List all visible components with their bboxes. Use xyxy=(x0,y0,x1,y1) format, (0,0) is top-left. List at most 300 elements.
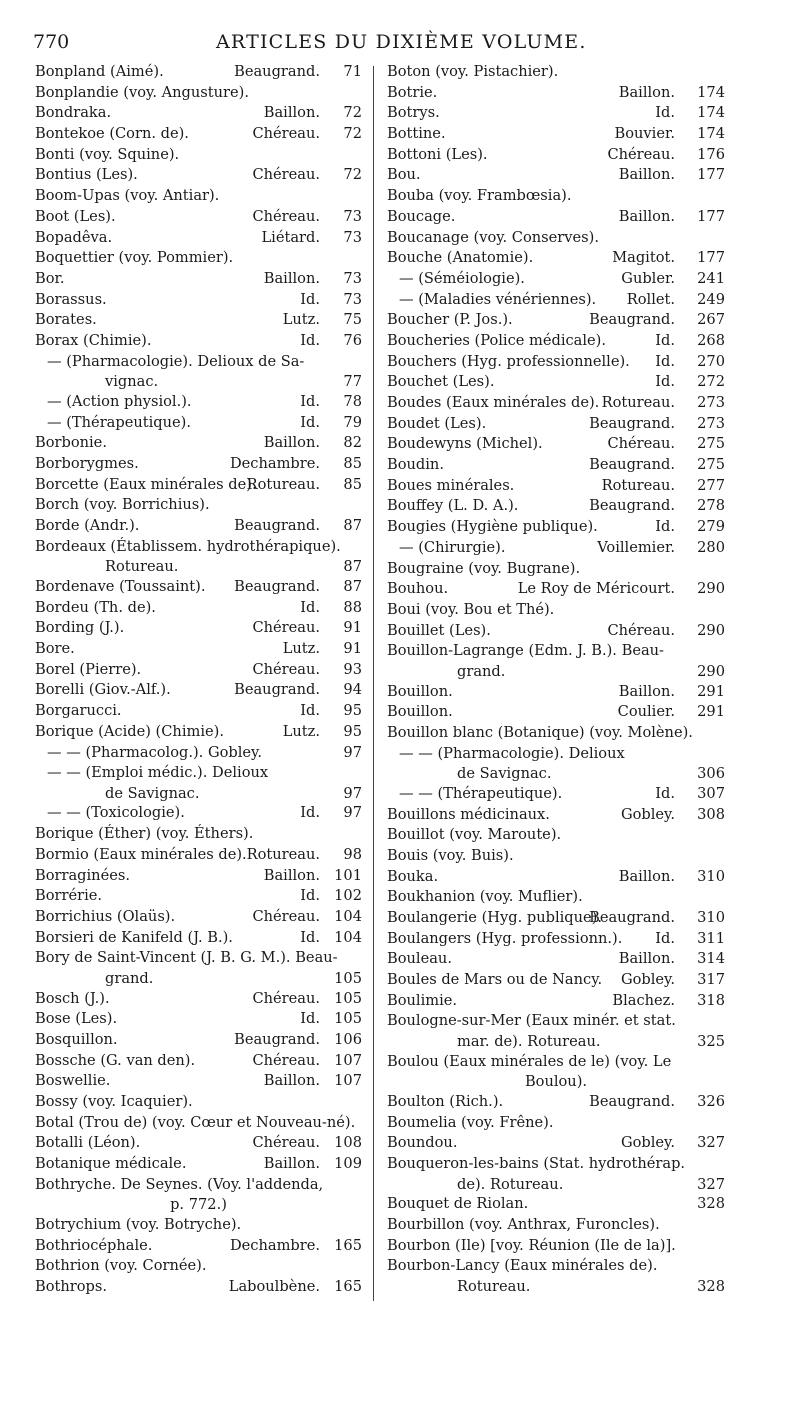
entry-page-number: 75 xyxy=(343,311,362,329)
entry-page-number: 72 xyxy=(343,104,362,122)
entry-page-number: 270 xyxy=(697,352,725,370)
entry-author: Baillon. xyxy=(263,104,320,122)
index-entry xyxy=(387,908,725,929)
entry-name: Botanique médicale. xyxy=(35,1155,187,1173)
index-entry xyxy=(387,764,725,784)
entry-author: Id. xyxy=(300,804,320,822)
index-entry xyxy=(387,1052,725,1073)
entry-name: Bormio (Eaux minérales de). xyxy=(35,845,247,863)
entry-author: Chéreau. xyxy=(252,1134,320,1152)
entry-name: Bording (J.). xyxy=(35,619,125,637)
index-entry xyxy=(35,186,362,207)
entry-name: Bouba (voy. Frambœsia). xyxy=(387,187,572,205)
index-entry xyxy=(35,372,362,392)
entry-page-number: 77 xyxy=(343,373,362,391)
entry-name: — (Action physiol.). xyxy=(47,392,192,410)
entry-page-number: 87 xyxy=(343,578,362,595)
entry-name: — (Chirurgie). xyxy=(399,538,506,556)
entry-page-number: 272 xyxy=(697,373,725,391)
entry-name: Borique (Éther) (voy. Éthers). xyxy=(35,825,254,843)
entry-name: Boudin. xyxy=(387,456,444,474)
index-entry xyxy=(387,207,725,228)
index-entry xyxy=(387,1011,725,1032)
entry-name: de). Rotureau. xyxy=(457,1175,564,1193)
index-entry xyxy=(35,269,362,290)
entry-page-number: 177 xyxy=(697,249,725,267)
entry-page-number: 307 xyxy=(697,784,725,802)
entry-name: Bottoni (Les). xyxy=(387,145,488,163)
entry-page-number: 290 xyxy=(697,580,725,598)
entry-author: Baillon. xyxy=(618,83,675,101)
index-entry xyxy=(35,948,362,969)
index-entry xyxy=(387,1256,725,1277)
entry-name: Borgarucci. xyxy=(35,702,122,720)
entry-name: Botrys. xyxy=(387,104,440,122)
index-entry xyxy=(35,907,362,928)
index-entry xyxy=(387,1154,725,1175)
entry-name: Bontekoe (Corn. de). xyxy=(35,125,189,143)
entry-name: Bourbillon (voy. Anthrax, Furoncles). xyxy=(387,1216,660,1234)
entry-name: — — (Pharmacologie). Delioux xyxy=(399,744,625,762)
entry-name: Bonti (voy. Squine). xyxy=(35,145,180,163)
index-entry xyxy=(387,846,725,867)
entry-name: Bothryche. De Seynes. (Voy. l'addenda, xyxy=(35,1175,324,1193)
entry-author: Id. xyxy=(655,784,675,802)
entry-author: Liétard. xyxy=(261,228,320,246)
index-entry xyxy=(35,145,362,166)
index-entry xyxy=(35,1215,362,1236)
entry-author: Chéreau. xyxy=(252,125,320,143)
index-entry xyxy=(387,744,725,765)
index-entry xyxy=(35,1092,362,1113)
entry-name: Bouffey (L. D. A.). xyxy=(387,497,519,515)
entry-name: Boquettier (voy. Pommier). xyxy=(35,249,234,267)
entry-page-number: 327 xyxy=(697,1175,725,1193)
entry-page-number: 87 xyxy=(343,517,362,535)
entry-author: Beaugrand. xyxy=(589,909,675,926)
entry-author: Baillon. xyxy=(263,269,320,287)
entry-author: Baillon. xyxy=(618,950,675,968)
entry-page-number: 108 xyxy=(334,1134,362,1152)
left-column xyxy=(35,62,362,1298)
entry-page-number: 306 xyxy=(697,765,725,783)
entry-name: Boucheries (Police médicale). xyxy=(387,331,607,349)
entry-name: Boom-Upas (voy. Antiar). xyxy=(35,187,220,205)
index-entry xyxy=(35,1009,362,1030)
entry-name: Boui (voy. Bou et Thé). xyxy=(387,600,555,618)
entry-author: Chéreau. xyxy=(252,207,320,225)
entry-author: Baillon. xyxy=(618,682,675,700)
index-entry xyxy=(35,886,362,907)
entry-author: Id. xyxy=(655,518,675,536)
entry-name: Borrichius (Olaüs). xyxy=(35,907,176,925)
entry-author: Le Roy de Méricourt. xyxy=(517,580,675,598)
index-entry xyxy=(35,577,362,598)
entry-author: Chéreau. xyxy=(607,621,675,639)
index-entry xyxy=(387,621,725,642)
entry-name: Bonpland (Aimé). xyxy=(35,63,164,80)
index-entry xyxy=(35,454,362,475)
entry-name: p. 772.) xyxy=(170,1196,227,1214)
entry-page-number: 79 xyxy=(343,413,362,431)
index-entry xyxy=(35,1154,362,1175)
entry-name: Bothriocéphale. xyxy=(35,1236,153,1254)
entry-name: Bouka. xyxy=(387,867,439,885)
index-entry xyxy=(35,207,362,228)
entry-name: Bouchet (Les). xyxy=(387,373,495,391)
entry-author: Id. xyxy=(300,928,320,946)
index-entry xyxy=(387,538,725,559)
entry-name: Botrychium (voy. Botryche). xyxy=(35,1216,242,1234)
right-column xyxy=(387,62,725,1297)
entry-name: Bouis (voy. Buis). xyxy=(387,846,514,864)
entry-author: Id. xyxy=(300,392,320,410)
index-entry xyxy=(387,124,725,145)
entry-name: Bouillot (voy. Maroute). xyxy=(387,826,562,844)
entry-page-number: 267 xyxy=(697,311,725,329)
entry-author: Chéreau. xyxy=(607,145,675,163)
entry-name: Bordeaux (Établissem. hydrothérapique). xyxy=(35,537,341,555)
index-entry xyxy=(35,537,362,558)
index-entry xyxy=(35,866,362,887)
entry-author: Chéreau. xyxy=(607,435,675,453)
entry-author: Lutz. xyxy=(282,640,320,658)
entry-name: de Savignac. xyxy=(105,784,200,802)
entry-page-number: 291 xyxy=(697,703,725,721)
entry-author: Beaugrand. xyxy=(234,681,320,699)
index-entry xyxy=(387,310,725,331)
entry-author: Id. xyxy=(300,598,320,616)
entry-author: Baillon. xyxy=(263,866,320,884)
index-entry xyxy=(387,579,725,600)
entry-name: Bouillon blanc (Botanique) (voy. Molène). xyxy=(387,723,693,741)
index-entry xyxy=(387,103,725,124)
entry-page-number: 278 xyxy=(697,497,725,515)
index-entry xyxy=(387,248,725,269)
entry-name: Boulou (Eaux minérales de le) (voy. Le xyxy=(387,1052,672,1070)
entry-name: Bouleau. xyxy=(387,950,452,968)
entry-author: Id. xyxy=(655,104,675,122)
entry-author: Baillon. xyxy=(618,166,675,184)
entry-name: vignac. xyxy=(105,373,159,391)
entry-page-number: 241 xyxy=(697,269,725,287)
entry-page-number: 327 xyxy=(697,1134,725,1152)
entry-page-number: 82 xyxy=(343,434,362,452)
index-entry xyxy=(35,352,362,373)
entry-name: Boukhanion (voy. Muflier). xyxy=(387,888,583,906)
entry-author: Beaugrand. xyxy=(589,456,675,474)
entry-name: Boton (voy. Pistachier). xyxy=(387,63,559,80)
entry-page-number: 109 xyxy=(334,1155,362,1173)
index-entry xyxy=(35,228,362,249)
index-entry xyxy=(387,1236,725,1257)
entry-name: Bore. xyxy=(35,640,75,658)
entry-name: Boudewyns (Michel). xyxy=(387,435,543,453)
entry-page-number: 325 xyxy=(697,1033,725,1051)
entry-page-number: 176 xyxy=(697,145,725,163)
entry-author: Id. xyxy=(655,373,675,391)
entry-name: Borique (Acide) (Chimie). xyxy=(35,722,224,740)
entry-name: — (Pharmacologie). Delioux de Sa- xyxy=(47,352,305,370)
entry-name: Borax (Chimie). xyxy=(35,331,152,349)
index-entry xyxy=(35,413,362,434)
entry-author: Gobley. xyxy=(620,1134,675,1152)
entry-author: Id. xyxy=(300,887,320,905)
index-entry xyxy=(387,600,725,621)
index-entry xyxy=(387,682,725,703)
entry-name: — (Thérapeutique). xyxy=(47,413,191,431)
entry-author: Rotureau. xyxy=(246,475,320,493)
entry-name: Bouchers (Hyg. professionnelle). xyxy=(387,352,630,370)
index-entry xyxy=(35,803,362,824)
entry-page-number: 280 xyxy=(697,538,725,556)
entry-name: Bosch (J.). xyxy=(35,989,110,1007)
index-entry xyxy=(387,517,725,538)
entry-name: Botal (Trou de) (voy. Cœur et Nouveau-né). xyxy=(35,1113,356,1131)
entry-author: Chéreau. xyxy=(252,660,320,678)
entry-author: Baillon. xyxy=(618,867,675,885)
entry-name: Bou. xyxy=(387,166,421,184)
entry-author: Chéreau. xyxy=(252,166,320,184)
entry-page-number: 88 xyxy=(343,598,362,616)
entry-page-number: 91 xyxy=(343,640,362,658)
entry-name: Bordeu (Th. de). xyxy=(35,598,156,616)
entry-page-number: 273 xyxy=(697,394,725,411)
entry-name: Bopadêva. xyxy=(35,228,113,246)
index-entry xyxy=(35,1236,362,1257)
entry-name: Bouillon-Lagrange (Edm. J. B.). Beau- xyxy=(387,642,664,660)
index-entry xyxy=(387,559,725,580)
index-entry xyxy=(35,103,362,124)
entry-author: Gobley. xyxy=(620,805,675,823)
entry-name: Borrérie. xyxy=(35,887,103,905)
entry-page-number: 78 xyxy=(343,392,362,410)
entry-name: Rotureau. xyxy=(457,1278,531,1296)
entry-author: Id. xyxy=(655,331,675,349)
entry-name: Bouqueron-les-bains (Stat. hydrothérap. xyxy=(387,1155,686,1173)
entry-author: Beaugrand. xyxy=(234,63,320,80)
index-entry xyxy=(387,805,725,826)
entry-page-number: 314 xyxy=(697,950,725,968)
entry-page-number: 105 xyxy=(334,969,362,987)
entry-name: Rotureau. xyxy=(105,558,179,576)
entry-name: Bouillon. xyxy=(387,703,453,721)
index-entry xyxy=(35,928,362,949)
entry-author: Lutz. xyxy=(282,311,320,329)
index-entry xyxy=(35,557,362,577)
entry-name: Borch (voy. Borrichius). xyxy=(35,496,210,514)
index-entry xyxy=(35,1051,362,1072)
index-entry xyxy=(387,723,725,744)
entry-name: Bottine. xyxy=(387,125,446,143)
index-entry xyxy=(387,662,725,682)
entry-author: Magitot. xyxy=(612,249,675,267)
index-entry xyxy=(387,269,725,290)
entry-name: de Savignac. xyxy=(457,765,552,783)
entry-author: Id. xyxy=(300,702,320,720)
index-entry xyxy=(387,228,725,249)
index-entry xyxy=(387,352,725,373)
entry-author: Beaugrand. xyxy=(589,311,675,329)
entry-name: Borcette (Eaux minérales de). xyxy=(35,475,257,493)
entry-page-number: 97 xyxy=(343,743,362,761)
entry-page-number: 310 xyxy=(697,909,725,926)
entry-page-number: 104 xyxy=(334,907,362,925)
entry-page-number: 105 xyxy=(334,989,362,1007)
index-entry xyxy=(387,393,725,414)
index-entry xyxy=(35,310,362,331)
index-entry xyxy=(387,165,725,186)
entry-page-number: 177 xyxy=(697,207,725,225)
index-entry xyxy=(35,701,362,722)
entry-name: Boulangers (Hyg. professionn.). xyxy=(387,929,623,947)
index-entry xyxy=(387,414,725,435)
entry-author: Id. xyxy=(300,331,320,349)
entry-page-number: 76 xyxy=(343,331,362,349)
entry-author: Beaugrand. xyxy=(589,497,675,515)
index-entry xyxy=(35,824,362,845)
entry-author: Beaugrand. xyxy=(589,1093,675,1110)
entry-page-number: 275 xyxy=(697,435,725,453)
entry-page-number: 290 xyxy=(697,662,725,680)
entry-name: Boulimie. xyxy=(387,991,458,1009)
entry-author: Blachez. xyxy=(612,991,675,1009)
index-entry xyxy=(35,124,362,145)
entry-author: Baillon. xyxy=(618,207,675,225)
index-entry xyxy=(35,331,362,352)
index-entry xyxy=(387,186,725,207)
entry-author: Rotureau. xyxy=(246,845,320,863)
index-entry xyxy=(387,1133,725,1154)
index-entry xyxy=(35,1277,362,1298)
entry-page-number: 275 xyxy=(697,456,725,474)
entry-name: Bougraine (voy. Bugrane). xyxy=(387,559,581,577)
entry-name: Bothrion (voy. Cornée). xyxy=(35,1257,207,1275)
entry-author: Beaugrand. xyxy=(589,414,675,432)
entry-name: Borbonie. xyxy=(35,434,107,452)
index-entry xyxy=(35,290,362,311)
entry-page-number: 95 xyxy=(343,702,362,720)
index-entry xyxy=(35,639,362,660)
entry-author: Baillon. xyxy=(263,1155,320,1173)
entry-name: Borsieri de Kanifeld (J. B.). xyxy=(35,928,233,946)
entry-page-number: 328 xyxy=(697,1278,725,1296)
entry-page-number: 105 xyxy=(334,1010,362,1028)
entry-page-number: 174 xyxy=(697,104,725,122)
entry-page-number: 290 xyxy=(697,621,725,639)
entry-author: Chéreau. xyxy=(252,907,320,925)
entry-page-number: 97 xyxy=(343,804,362,822)
index-entry xyxy=(387,702,725,723)
entry-page-number: 177 xyxy=(697,166,725,184)
entry-name: Bonplandie (voy. Angusture). xyxy=(35,83,249,101)
entry-page-number: 107 xyxy=(334,1051,362,1069)
index-entry xyxy=(35,763,362,784)
entry-page-number: 87 xyxy=(343,558,362,576)
entry-name: Borraginées. xyxy=(35,866,130,884)
entry-page-number: 94 xyxy=(343,681,362,699)
entry-author: Gubler. xyxy=(621,269,675,287)
index-entry xyxy=(35,495,362,516)
entry-name: Borel (Pierre). xyxy=(35,660,142,678)
entry-author: Id. xyxy=(655,352,675,370)
entry-page-number: 165 xyxy=(334,1278,362,1296)
entry-author: Baillon. xyxy=(263,434,320,452)
index-entry xyxy=(387,949,725,970)
index-entry xyxy=(387,476,725,497)
entry-author: Beaugrand. xyxy=(234,578,320,595)
index-entry xyxy=(387,1175,725,1195)
entry-page-number: 72 xyxy=(343,166,362,184)
entry-page-number: 318 xyxy=(697,991,725,1009)
entry-name: Borates. xyxy=(35,311,97,329)
index-entry xyxy=(35,660,362,681)
entry-page-number: 174 xyxy=(697,125,725,143)
index-entry xyxy=(35,1113,362,1134)
entry-page-number: 98 xyxy=(343,845,362,863)
entry-page-number: 91 xyxy=(343,619,362,637)
entry-name: Bouillon. xyxy=(387,682,453,700)
entry-author: Rotureau. xyxy=(601,394,675,411)
entry-author: Baillon. xyxy=(263,1072,320,1090)
page-title: ARTICLES DU DIXIÈME VOLUME. xyxy=(216,31,587,53)
entry-page-number: 72 xyxy=(343,125,362,143)
index-entry xyxy=(387,1092,725,1113)
entry-name: Bossche (G. van den). xyxy=(35,1051,196,1069)
index-entry xyxy=(35,1175,362,1196)
index-entry xyxy=(387,784,725,805)
index-entry xyxy=(387,455,725,476)
entry-page-number: 268 xyxy=(697,331,725,349)
entry-page-number: 97 xyxy=(343,784,362,802)
index-entry xyxy=(35,1030,362,1051)
index-entry xyxy=(387,1277,725,1297)
entry-name: Bouillet (Les). xyxy=(387,621,491,639)
index-entry xyxy=(387,1032,725,1052)
entry-page-number: 291 xyxy=(697,682,725,700)
index-entry xyxy=(35,743,362,764)
entry-name: Bouche (Anatomie). xyxy=(387,249,534,267)
entry-name: grand. xyxy=(457,662,506,680)
entry-author: Voillemier. xyxy=(597,538,675,556)
entry-name: — — (Thérapeutique). xyxy=(399,784,563,802)
entry-name: Borborygmes. xyxy=(35,454,139,472)
index-entry xyxy=(387,970,725,991)
entry-name: Borassus. xyxy=(35,290,107,308)
entry-name: Bougies (Hygiène publique). xyxy=(387,518,598,536)
index-entry xyxy=(387,62,725,83)
entry-name: grand. xyxy=(105,969,154,987)
index-entry xyxy=(35,784,362,804)
entry-name: Boumelia (voy. Frêne). xyxy=(387,1113,554,1131)
entry-author: Dechambre. xyxy=(229,1236,320,1254)
entry-page-number: 95 xyxy=(343,722,362,740)
index-entry xyxy=(387,641,725,662)
index-entry xyxy=(35,845,362,866)
entry-author: Beaugrand. xyxy=(234,1030,320,1048)
entry-name: — (Séméiologie). xyxy=(399,269,525,287)
entry-page-number: 107 xyxy=(334,1072,362,1090)
entry-page-number: 106 xyxy=(334,1030,362,1048)
entry-page-number: 279 xyxy=(697,518,725,536)
index-entry xyxy=(35,165,362,186)
entry-name: Bouquet de Riolan. xyxy=(387,1195,529,1213)
index-entry xyxy=(35,248,362,269)
entry-name: Bosquillon. xyxy=(35,1030,118,1048)
index-entry xyxy=(35,83,362,104)
entry-author: Bouvier. xyxy=(614,125,675,143)
entry-page-number: 308 xyxy=(697,805,725,823)
